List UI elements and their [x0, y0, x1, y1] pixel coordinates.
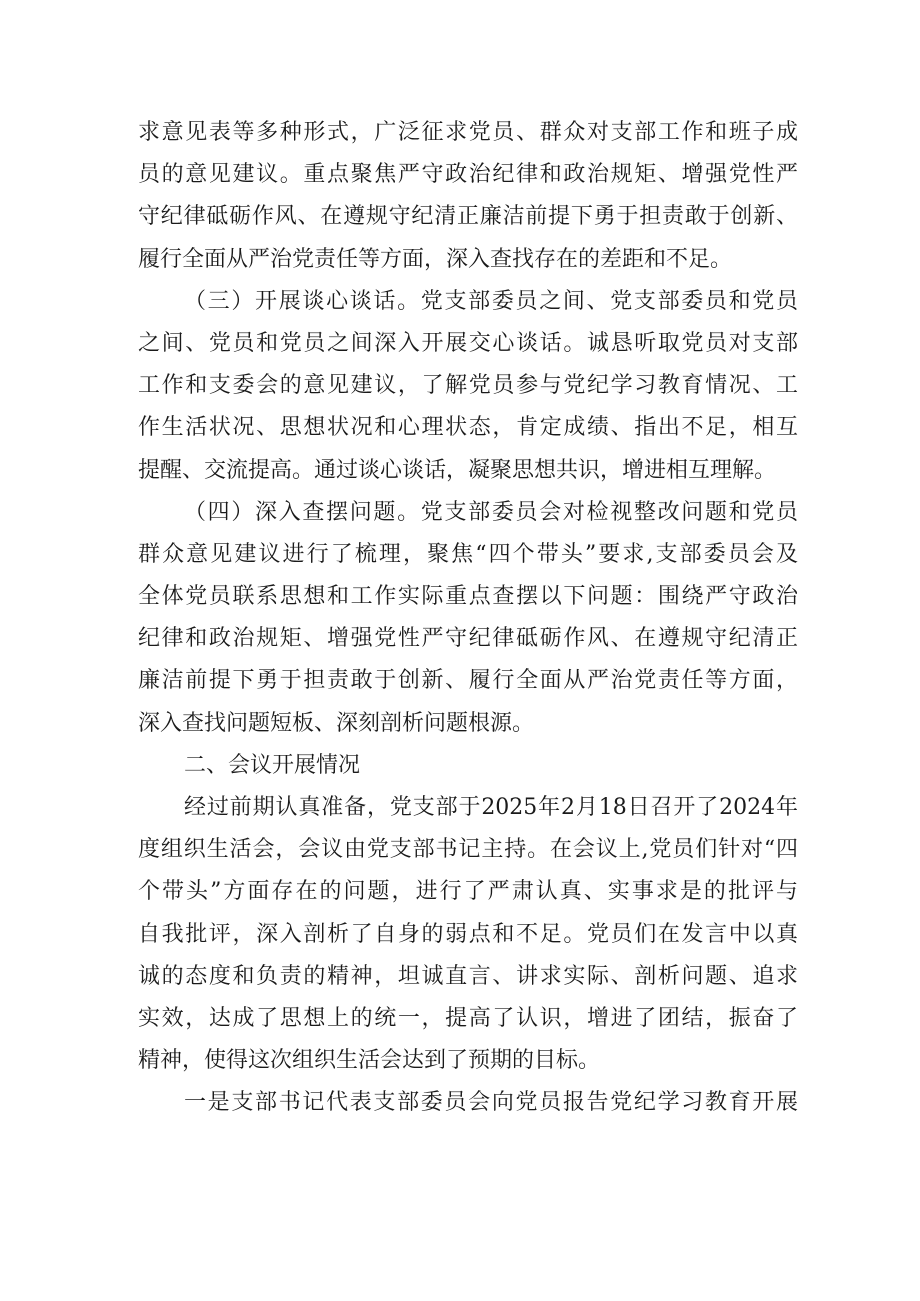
text-line: （四）深入查摆问题。党支部委员会对检视整改问题和党员 — [184, 499, 798, 525]
text-line: 守纪律砥砺作风、在遵规守纪清正廉洁前提下勇于担责敢于创新、 — [138, 204, 798, 230]
text-line: 作生活状况、思想状况和心理状态，肯定成绩、指出不足，相互 — [138, 415, 798, 441]
text-line: 诚的态度和负责的精神，坦诚直言、讲求实际、剖析问题、追求 — [138, 963, 798, 989]
text-line: 纪律和政治规矩、增强党性严守纪律砥砺作风、在遵规守纪清正 — [138, 626, 798, 652]
text-line: 求意见表等多种形式，广泛征求党员、群众对支部工作和班子成 — [138, 120, 798, 145]
text-line: 个带头”方面存在的问题，进行了严肃认真、实事求是的批评与 — [138, 879, 798, 905]
text-line: 全体党员联系思想和工作实际重点查摆以下问题：围绕严守政治 — [138, 584, 798, 610]
text-line: 实效，达成了思想上的统一，提高了认识，增进了团结，振奋了 — [138, 1005, 798, 1031]
text-line: 精神，使得这次组织生活会达到了预期的目标。 — [138, 1048, 601, 1074]
text-line: 深入查找问题短板、深刻剖析问题根源。 — [138, 710, 535, 736]
text-line: （三）开展谈心谈话。党支部委员之间、党支部委员和党员 — [184, 288, 798, 314]
text-line: 自我批评，深入剖析了自身的弱点和不足。党员们在发言中以真 — [138, 921, 798, 947]
text-line: 之间、党员和党员之间深入开展交心谈话。诚恳听取党员对支部 — [138, 330, 798, 356]
text-line: 员的意见建议。重点聚焦严守政治纪律和政治规矩、增强党性严 — [138, 162, 798, 188]
section-heading: 二、会议开展情况 — [184, 752, 361, 778]
text-line: 提醒、交流提高。通过谈心谈话，凝聚思想共识，增进相互理解。 — [138, 457, 777, 483]
text-line: 工作和支委会的意见建议，了解党员参与党纪学习教育情况、工 — [138, 373, 798, 399]
document-body — [138, 112, 798, 1125]
text-line: 度组织生活会，会议由党支部书记主持。在会议上,党员们针对“四 — [138, 837, 798, 863]
text-line: 一是支部书记代表支部委员会向党员报告党纪学习教育开展 — [184, 1090, 798, 1116]
text-line: 群众意见建议进行了梳理，聚焦“四个带头”要求,支部委员会及 — [138, 541, 798, 567]
text-line: 廉洁前提下勇于担责敢于创新、履行全面从严治党责任等方面， — [138, 668, 798, 694]
text-line: 履行全面从严治党责任等方面，深入查找存在的差距和不足。 — [138, 246, 733, 272]
text-line: 经过前期认真准备，党支部于2025年2月18日召开了2024年 — [184, 795, 798, 820]
